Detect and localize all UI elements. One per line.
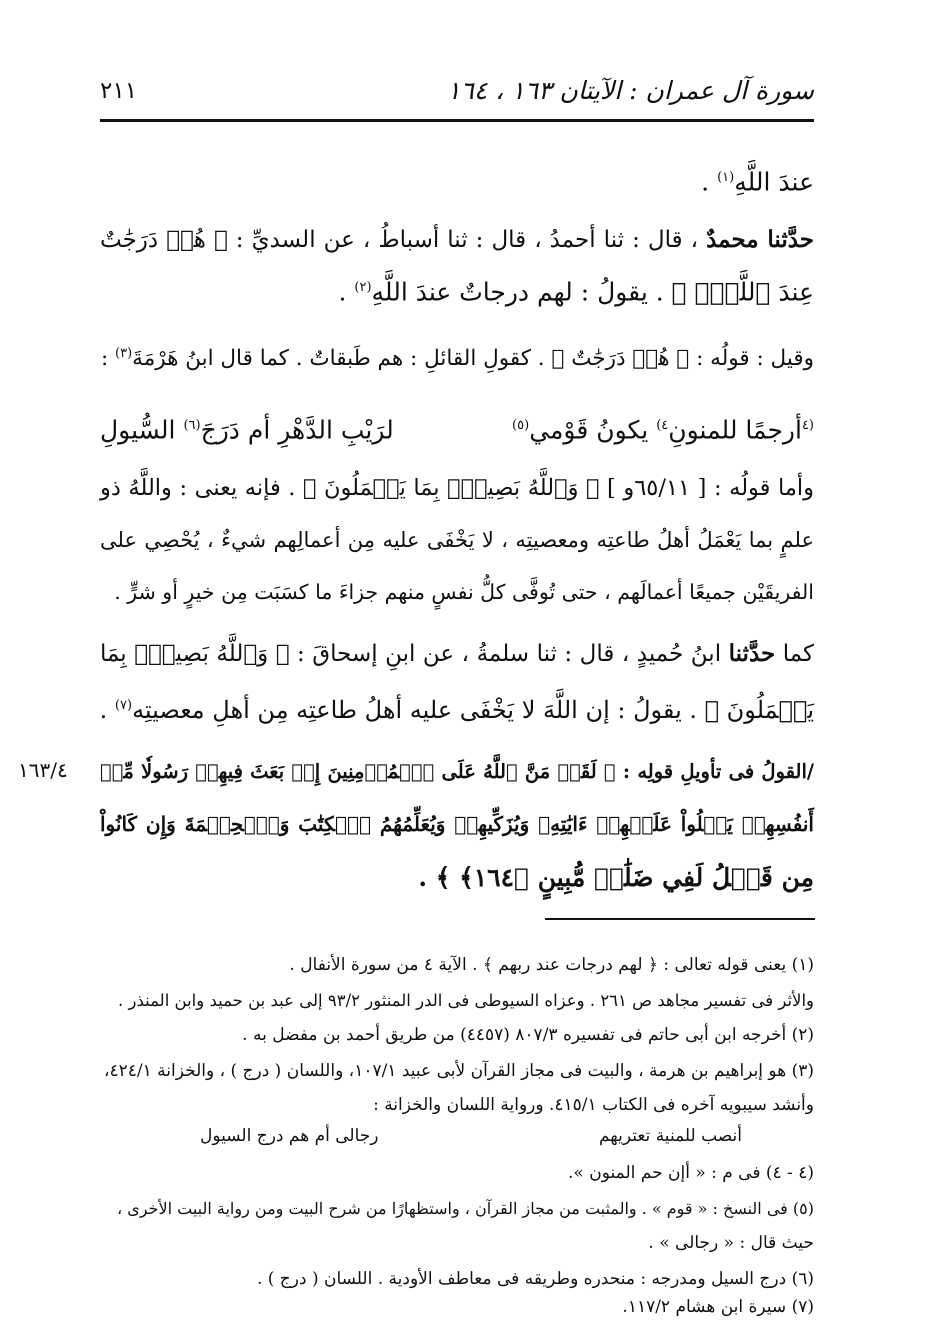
footnote-ref: (٧) [114,698,133,713]
text-segment: ، قال : ثنا أحمدُ ، قال : ثنا أسباطُ ، عن السديِّ : ﴿ هُمۡ دَرَجَٰتٌ [100,227,707,253]
text-segment: عندَ اللَّهِ [734,167,814,197]
footnote-ref: (٢) [354,280,372,295]
text-line [100,220,814,260]
text-segment: السُّيولِ [100,415,184,445]
verse-right-hemistich [512,406,814,450]
text-segment: لرَيْبِ الدَّهْرِ أم دَرَجَ [200,415,394,445]
text-line [100,634,814,674]
footnote: (٦) درج السيل ومدرجه : منحدره وطريقه فى معاطف الأودية . اللسان ( درج ) . [256,1269,814,1289]
text-segment: : [100,346,116,372]
footnote: (٢) أخرجه ابن أبى حاتم فى تفسيره ٨٠٧/٣ (٤٤٥٧) من طريق أحمد بن مفضل به . [242,1025,814,1045]
footnote: (٤ - ٤) فى م : « أإن حم المنون ». [568,1163,814,1183]
text-line: علمٍ بما يَعْمَلُ أهلُ طاعتِه ومعصيتِه ، لا يَخْفَى عليه مِن أعمالِهم شيءٌ ، يُحْصِي على [100,528,814,552]
footnote-ref: (١) [717,170,735,185]
quran-line: أَنفُسِهِمۡ يَتۡلُواْ عَلَيۡهِمۡ ءَايَٰتِهِۦ وَيُزَكِّيهِمۡ وَيُعَلِّمُهُمُ ٱلۡكِتَٰبَ وَٱلۡحِكۡمَةَ وَإِن كَانُواْ [100,812,814,836]
text-line [100,686,814,730]
text-segment: وقيل : قولُه : ﴿ هُمۡ دَرَجَٰتٌ ﴾ . كقولِ القائلِ : هم طَبقاتٌ . كما قال ابنُ هَرْمَةَ [132,346,814,372]
page-number: ٢١١ [100,78,138,104]
footnote: وأنشد سيبويه آخره فى الكتاب ٤١٥/١. ورواية اللسان والخزانة : [373,1095,814,1115]
text-line [100,268,814,312]
footnote-verse-left: رجالى أم هم درج السيول [200,1126,379,1146]
margin-page-reference: ١٦٣/٤ [18,758,68,782]
footnote: (٣) هو إبراهيم بن هرمة ، والبيت فى مجاز القرآن لأبى عبيد ١٠٧/١، واللسان ( درج ) ، والخزانة ٤٢٤/١، [103,1061,814,1081]
header-title: سورة آل عمران : الآيتان ١٦٣ ، ١٦٤ [446,76,814,105]
footnote-ref: (٦) [183,418,201,433]
text-segment: كما [775,641,814,667]
text-segment: ابنُ حُميدٍ ، قال : ثنا سلمةُ ، عن ابنِ إسحاقَ : ﴿ وَٱللَّهُ بَصِيرُۢ بِمَا [100,641,729,667]
text-line: الفريقَيْن جميعًا أعمالَهم ، حتى تُوفَّى كلُّ نفسٍ منهم جزاءَ ما كسَبَت مِن خيرٍ أو شرٍّ . [114,580,814,604]
narrator-lead: حدَّثنا [728,640,776,667]
narrator-lead: حدَّثنا محمدٌ [706,226,815,253]
text-segment: يَعۡمَلُونَ ﴾ . يقولُ : إن اللَّهَ لا يَخْفَى عليه أهلُ طاعتِه مِن أهلِ معصيتِه [132,696,814,724]
footnote-ref: (٣) [115,346,133,361]
verse-left-hemistich [100,406,394,450]
footnote: (١) يعنى قوله تعالى : ﴿ لهم درجات عند ربهم ﴾ . الآية ٤ من سورة الأنفال . [289,955,814,975]
footnote-ref: (٥) [512,418,530,433]
footnote: (٥) فى النسخ : « قوم » . والمثبت من مجاز القرآن ، واستظهارًا من شرح البيت ومن رواية البيت الأخرى ، [116,1199,814,1218]
footnote-separator [545,918,815,920]
quran-line: مِن قَبۡلُ لَفِي ضَلَٰلٖ مُّبِينٍ ﴿١٦٤﴾ ﴾ . [418,863,814,892]
text-line: وأما قولُه : [ ٦٥/١١و ] ﴿ وَٱللَّهُ بَصِيرُۢ بِمَا يَعۡمَلُونَ ﴾ . فإنه يعنى : واللَّهُ ذو [100,475,814,501]
header-rule [100,119,814,122]
text-segment: يكونُ قَوْمي [529,415,657,445]
footnote-ref: ٤) [656,418,669,433]
page-header [100,70,814,114]
text-segment: . [338,277,355,307]
text-segment: . [701,167,718,197]
text-segment: أرجمًا للمنونِ [668,415,802,445]
text-segment: . [99,696,115,724]
quran-line: /القولُ فى تأويلِ قولِه : ﴿ لَقَدۡ مَنَّ ٱللَّهُ عَلَى ٱلۡمُؤۡمِنِينَ إِذۡ بَعَثَ فِيهِمۡ رَسُولٗا مِّنۡ [100,760,814,783]
footnote-ref: (٤ [801,418,814,433]
text-segment: عِندَ ٱللَّهِۗ ﴾ . يقولُ : لهم درجاتٌ عندَ اللَّهِ [371,277,814,307]
footnote: حيث قال : « رجالى » . [648,1233,814,1253]
text-line [100,158,814,202]
footnote: والأثر فى تفسير مجاهد ص ٢٦١ . وعزاه السيوطى فى الدر المنثور ٩٣/٢ إلى عبد بن حميد وابن المنذر . [118,991,814,1010]
text-line [100,334,814,379]
footnote: (٧) سيرة ابن هشام ١١٧/٢. [622,1297,814,1317]
footnote-verse-right: أنصب للمنية تعتريهم [598,1126,742,1146]
